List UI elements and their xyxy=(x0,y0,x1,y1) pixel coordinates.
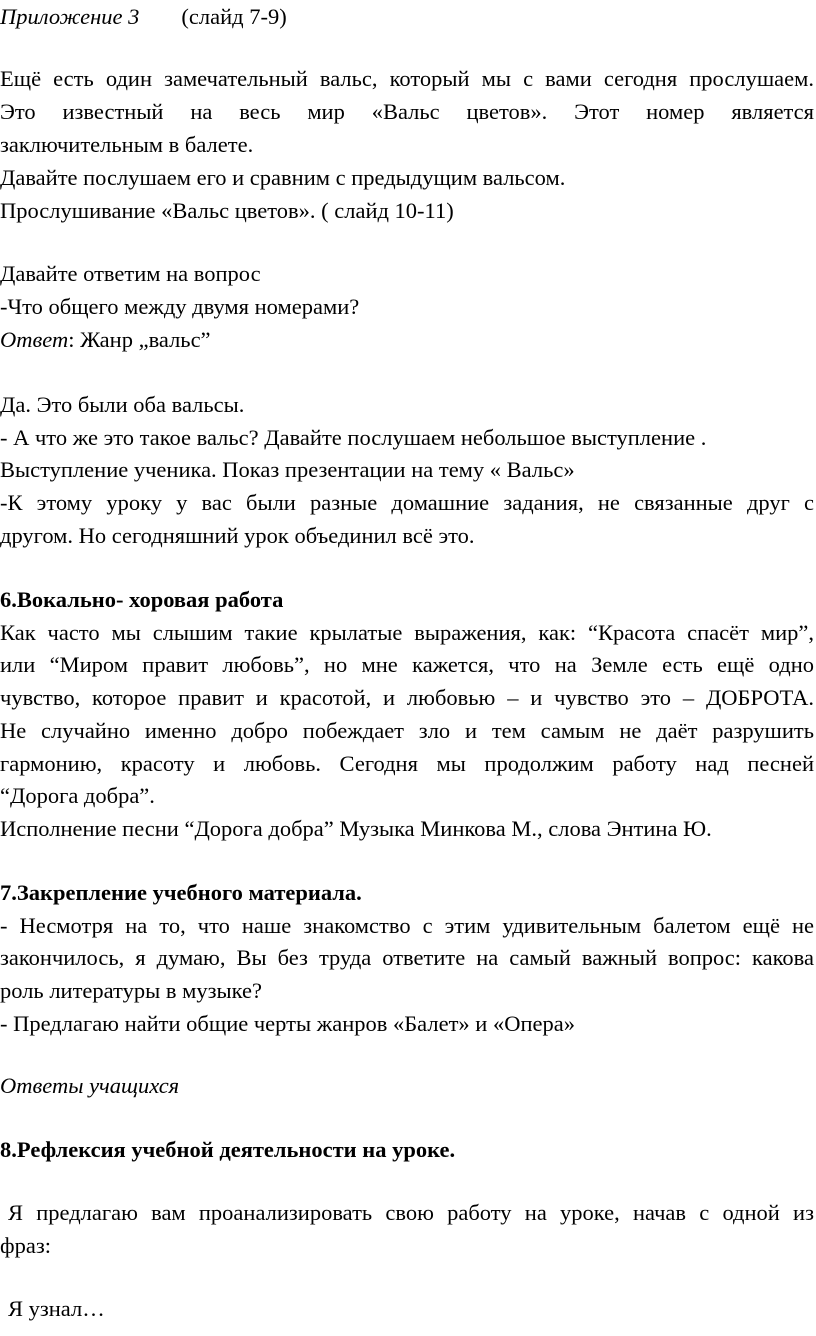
section-8-line-1: Я предлагаю вам проанализировать свою работу на уроке, начав с одной из xyxy=(8,1200,814,1225)
section-6-line-7: Исполнение песни “Дорога добра” Музыка Минкова М., слова Энтина Ю. xyxy=(0,816,712,841)
section-8-line-3: Я узнал… xyxy=(8,1296,105,1321)
section-6-line-1: Как часто мы слышим такие крылатые выражения, как: “Красота спасёт мир”, xyxy=(0,620,814,645)
section-6-line-6: “Дорога добра”. xyxy=(0,783,155,808)
intro-line-4: Давайте послушаем его и сравним с предыдущим вальсом. xyxy=(0,165,566,190)
section-8-heading: 8.Рефлексия учебной деятельности на уроке. xyxy=(0,1137,456,1162)
section-8-line-2: фраз: xyxy=(0,1233,51,1258)
section-6-line-5: гармонию, красоту и любовь. Сегодня мы продолжим работу над песней xyxy=(0,751,814,776)
discussion-line-1: Да. Это были оба вальсы. xyxy=(0,392,245,417)
section-6-heading: 6.Вокально- хоровая работа xyxy=(0,587,284,612)
section-7-line-1: - Несмотря на то, что наше знакомство с этим удивительным балетом ещё не xyxy=(0,913,814,938)
answer-label: Ответ xyxy=(0,327,69,352)
student-answers: Ответы учащихся xyxy=(0,1073,180,1098)
section-7-line-2: закончилось, я думаю, Вы без труда ответите на самый важный вопрос: какова xyxy=(0,945,814,970)
section-7-heading: 7.Закрепление учебного материала. xyxy=(0,880,362,905)
discussion-line-2: - А что же это такое вальс? Давайте послушаем небольшое выступление . xyxy=(0,425,707,450)
appendix-header xyxy=(0,2,814,32)
appendix-label: Приложение 3 xyxy=(0,4,140,29)
section-6-line-4: Не случайно именно добро побеждает зло и тем самым не даёт разрушить xyxy=(0,718,814,743)
intro-line-1: Ещё есть один замечательный вальс, который мы с вами сегодня прослушаем. xyxy=(0,66,814,91)
intro-line-2: Это известный на весь мир «Вальс цветов». Этот номер является xyxy=(0,99,814,124)
section-7-line-4: - Предлагаю найти общие черты жанров «Балет» и «Опера» xyxy=(0,1011,575,1036)
discussion-line-4: -К этому уроку у вас были разные домашние задания, не связанные друг с xyxy=(0,490,814,515)
question-line-2: -Что общего между двумя номерами? xyxy=(0,294,360,319)
intro-line-3: заключительным в балете. xyxy=(0,132,254,157)
answer-line xyxy=(0,325,814,355)
section-6-line-3: чувство, которое правит и красотой, и любовью – и чувство это – ДОБРОТА. xyxy=(0,685,814,710)
discussion-line-5: другом. Но сегодняшний урок объединил всё это. xyxy=(0,523,475,548)
slide-reference: (слайд 7-9) xyxy=(181,4,287,29)
section-7-line-3: роль литературы в музыке? xyxy=(0,978,262,1003)
discussion-line-3: Выступление ученика. Показ презентации на тему « Вальс» xyxy=(0,457,575,482)
question-line-1: Давайте ответим на вопрос xyxy=(0,261,261,286)
section-6-line-2: или “Миром правит любовь”, но мне кажется, что на Земле есть ещё одно xyxy=(0,652,814,677)
intro-line-5: Прослушивание «Вальс цветов». ( слайд 10-11) xyxy=(0,198,454,223)
answer-text: : Жанр „вальс” xyxy=(68,327,211,352)
